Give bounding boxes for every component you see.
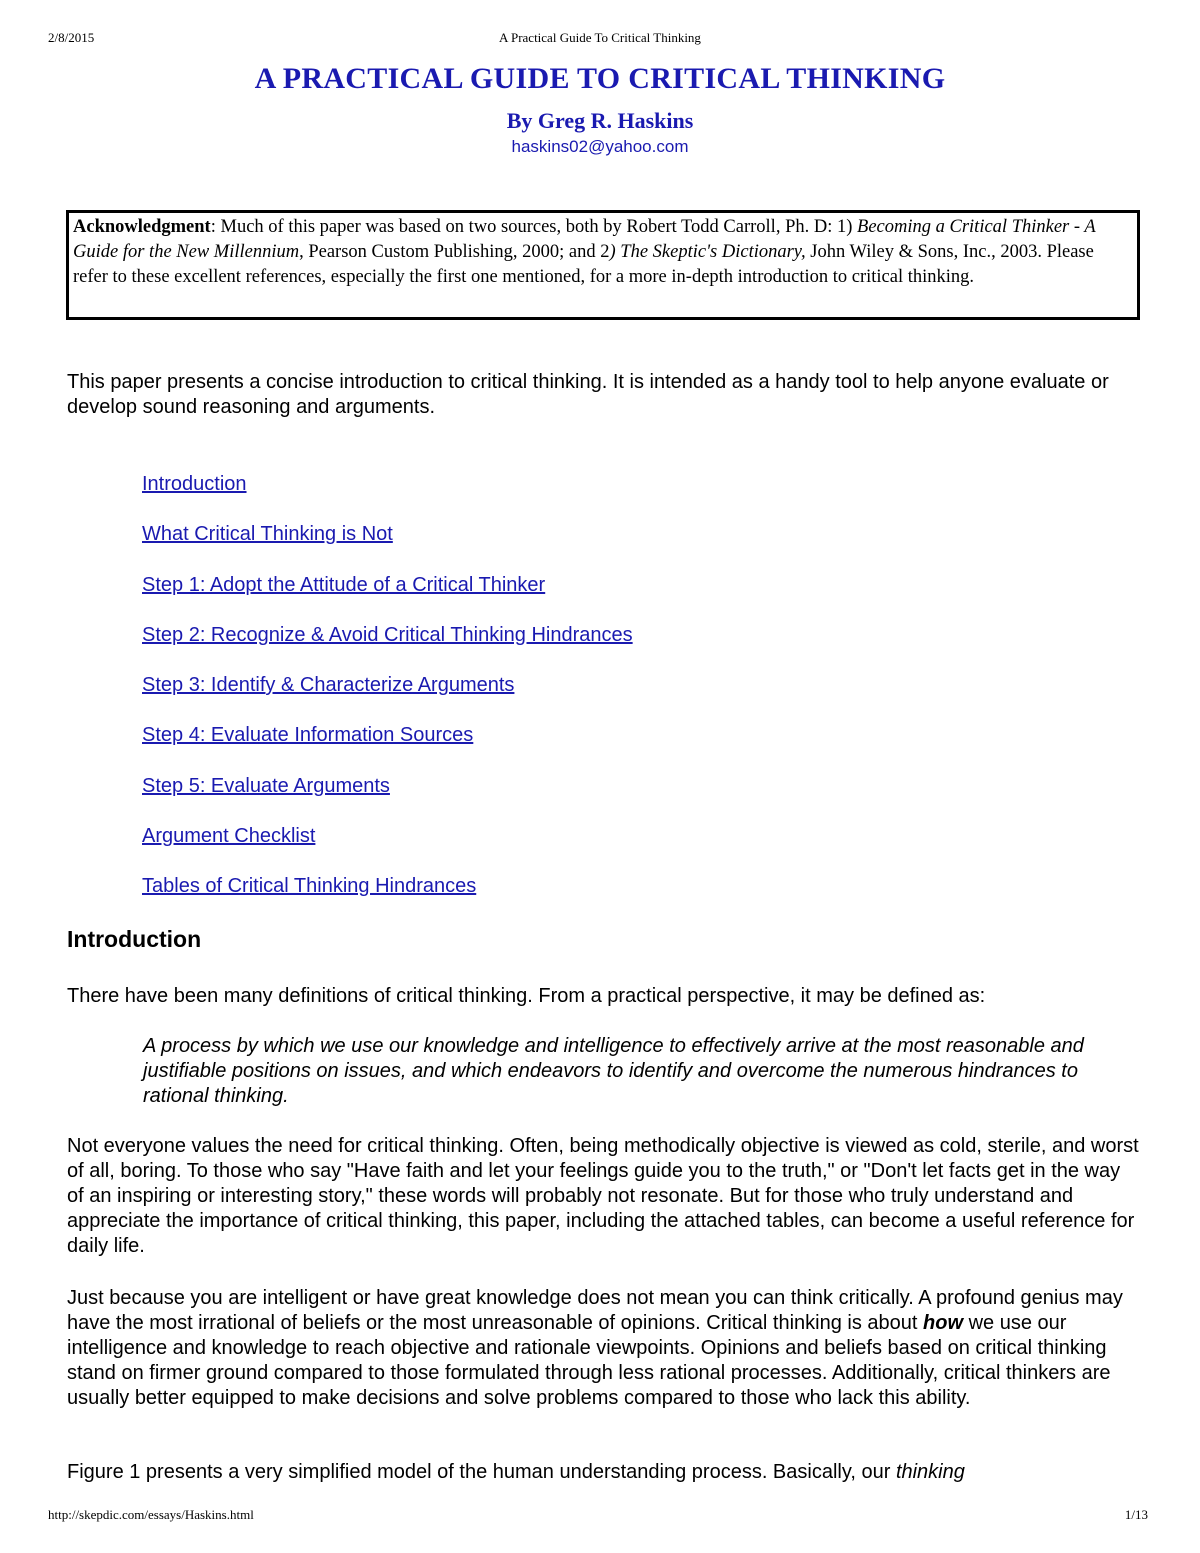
definition-lead-paragraph: There have been many definitions of critical thinking. From a practical perspective, it may be defined as: — [67, 985, 986, 1007]
intelligence-text-b: we use our intelligence and knowledge to reach objective and rationale viewpoints. Opinions and beliefs based on critical thinking stand on firmer ground compared to those formulated through less rational processes. Additionally, critical thinkers are usually better equipped to make decisions and solve problems compared to those who lack this ability. — [67, 1312, 1111, 1409]
toc-link-step-3[interactable]: Step 3: Identify & Characterize Arguments — [142, 674, 515, 697]
toc-link-step-2[interactable]: Step 2: Recognize & Avoid Critical Thinking Hindrances — [142, 623, 633, 646]
acknowledgment-book-1: Becoming a Critical Thinker - A Guide for the New Millennium — [73, 217, 1096, 262]
toc-link-step-5[interactable]: Step 5: Evaluate Arguments — [142, 774, 390, 797]
emphasis-how: how — [923, 1312, 964, 1334]
toc-link-introduction[interactable]: Introduction — [142, 473, 247, 495]
acknowledgment-label: Acknowledgment — [73, 217, 211, 237]
author-email: haskins02@yahoo.com — [511, 137, 689, 156]
document-author: By Greg R. Haskins — [506, 108, 694, 133]
print-footer-page-number: 1/13 — [1124, 1507, 1148, 1522]
toc-link-tables[interactable]: Tables of Critical Thinking Hindrances — [142, 875, 477, 898]
intelligence-paragraph — [67, 1286, 1142, 1411]
print-header-title: A Practical Guide To Critical Thinking — [499, 30, 701, 45]
toc-link-argument-checklist[interactable]: Argument Checklist — [142, 825, 316, 848]
acknowledgment-text-1: : Much of this paper was based on two sources, both by Robert Todd Carroll, Ph. D: 1) — [210, 217, 858, 237]
table-of-contents — [142, 472, 633, 925]
toc-link-step-4[interactable]: Step 4: Evaluate Information Sources — [142, 724, 474, 747]
print-footer-url: http://skepdic.com/essays/Haskins.html — [48, 1507, 254, 1522]
acknowledgment-book-2: ) The Skeptic's Dictionary, — [609, 242, 806, 262]
acknowledgment-text-2: , Pearson Custom Publishing, 2000; and 2 — [299, 242, 610, 262]
not-everyone-paragraph: Not everyone values the need for critical thinking. Often, being methodically objective is viewed as cold, sterile, and worst of all, boring. To those who say "Have faith and let your feelings guide you to the truth," or "Don't let facts get in the way of an inspiring or interesting story," these words will probably not resonate. But for those who truly understand and appreciate the importance of critical thinking, this paper, including the attached tables, can become a useful reference for daily life. — [67, 1135, 1139, 1257]
emphasis-thinking: thinking — [895, 1461, 965, 1483]
acknowledgment-box — [66, 210, 1140, 320]
section-heading-introduction: Introduction — [67, 926, 202, 952]
toc-link-what-not[interactable]: What Critical Thinking is Not — [142, 523, 393, 546]
print-header-date: 2/8/2015 — [48, 30, 95, 45]
figure-paragraph — [67, 1460, 1142, 1485]
intro-paragraph: This paper presents a concise introduction to critical thinking. It is intended as a handy tool to help anyone evaluate or develop sound reasoning and arguments. — [67, 371, 1109, 418]
acknowledgment-text-3: John Wiley & Sons, Inc., 2003. Please refer to these excellent references, especially the first one mentioned, for a more in-depth introduction to critical thinking. — [73, 242, 1094, 287]
document-title: A PRACTICAL GUIDE TO CRITICAL THINKING — [254, 62, 946, 95]
intelligence-text-a: Just because you are intelligent or have great knowledge does not mean you can think critically. A profound genius may have the most irrational of beliefs or the most unreasonable of opinions. Critical thinking is about — [67, 1287, 1123, 1334]
figure-text-a: Figure 1 presents a very simplified model of the human understanding process. Basically, our — [67, 1461, 896, 1483]
definition-quote: A process by which we use our knowledge and intelligence to effectively arrive at the most reasonable and justifiable positions on issues, and which endeavors to identify and overcome the numerous hindrances to rational thinking. — [143, 1035, 1084, 1107]
toc-link-step-1[interactable]: Step 1: Adopt the Attitude of a Critical Thinker — [142, 573, 546, 596]
